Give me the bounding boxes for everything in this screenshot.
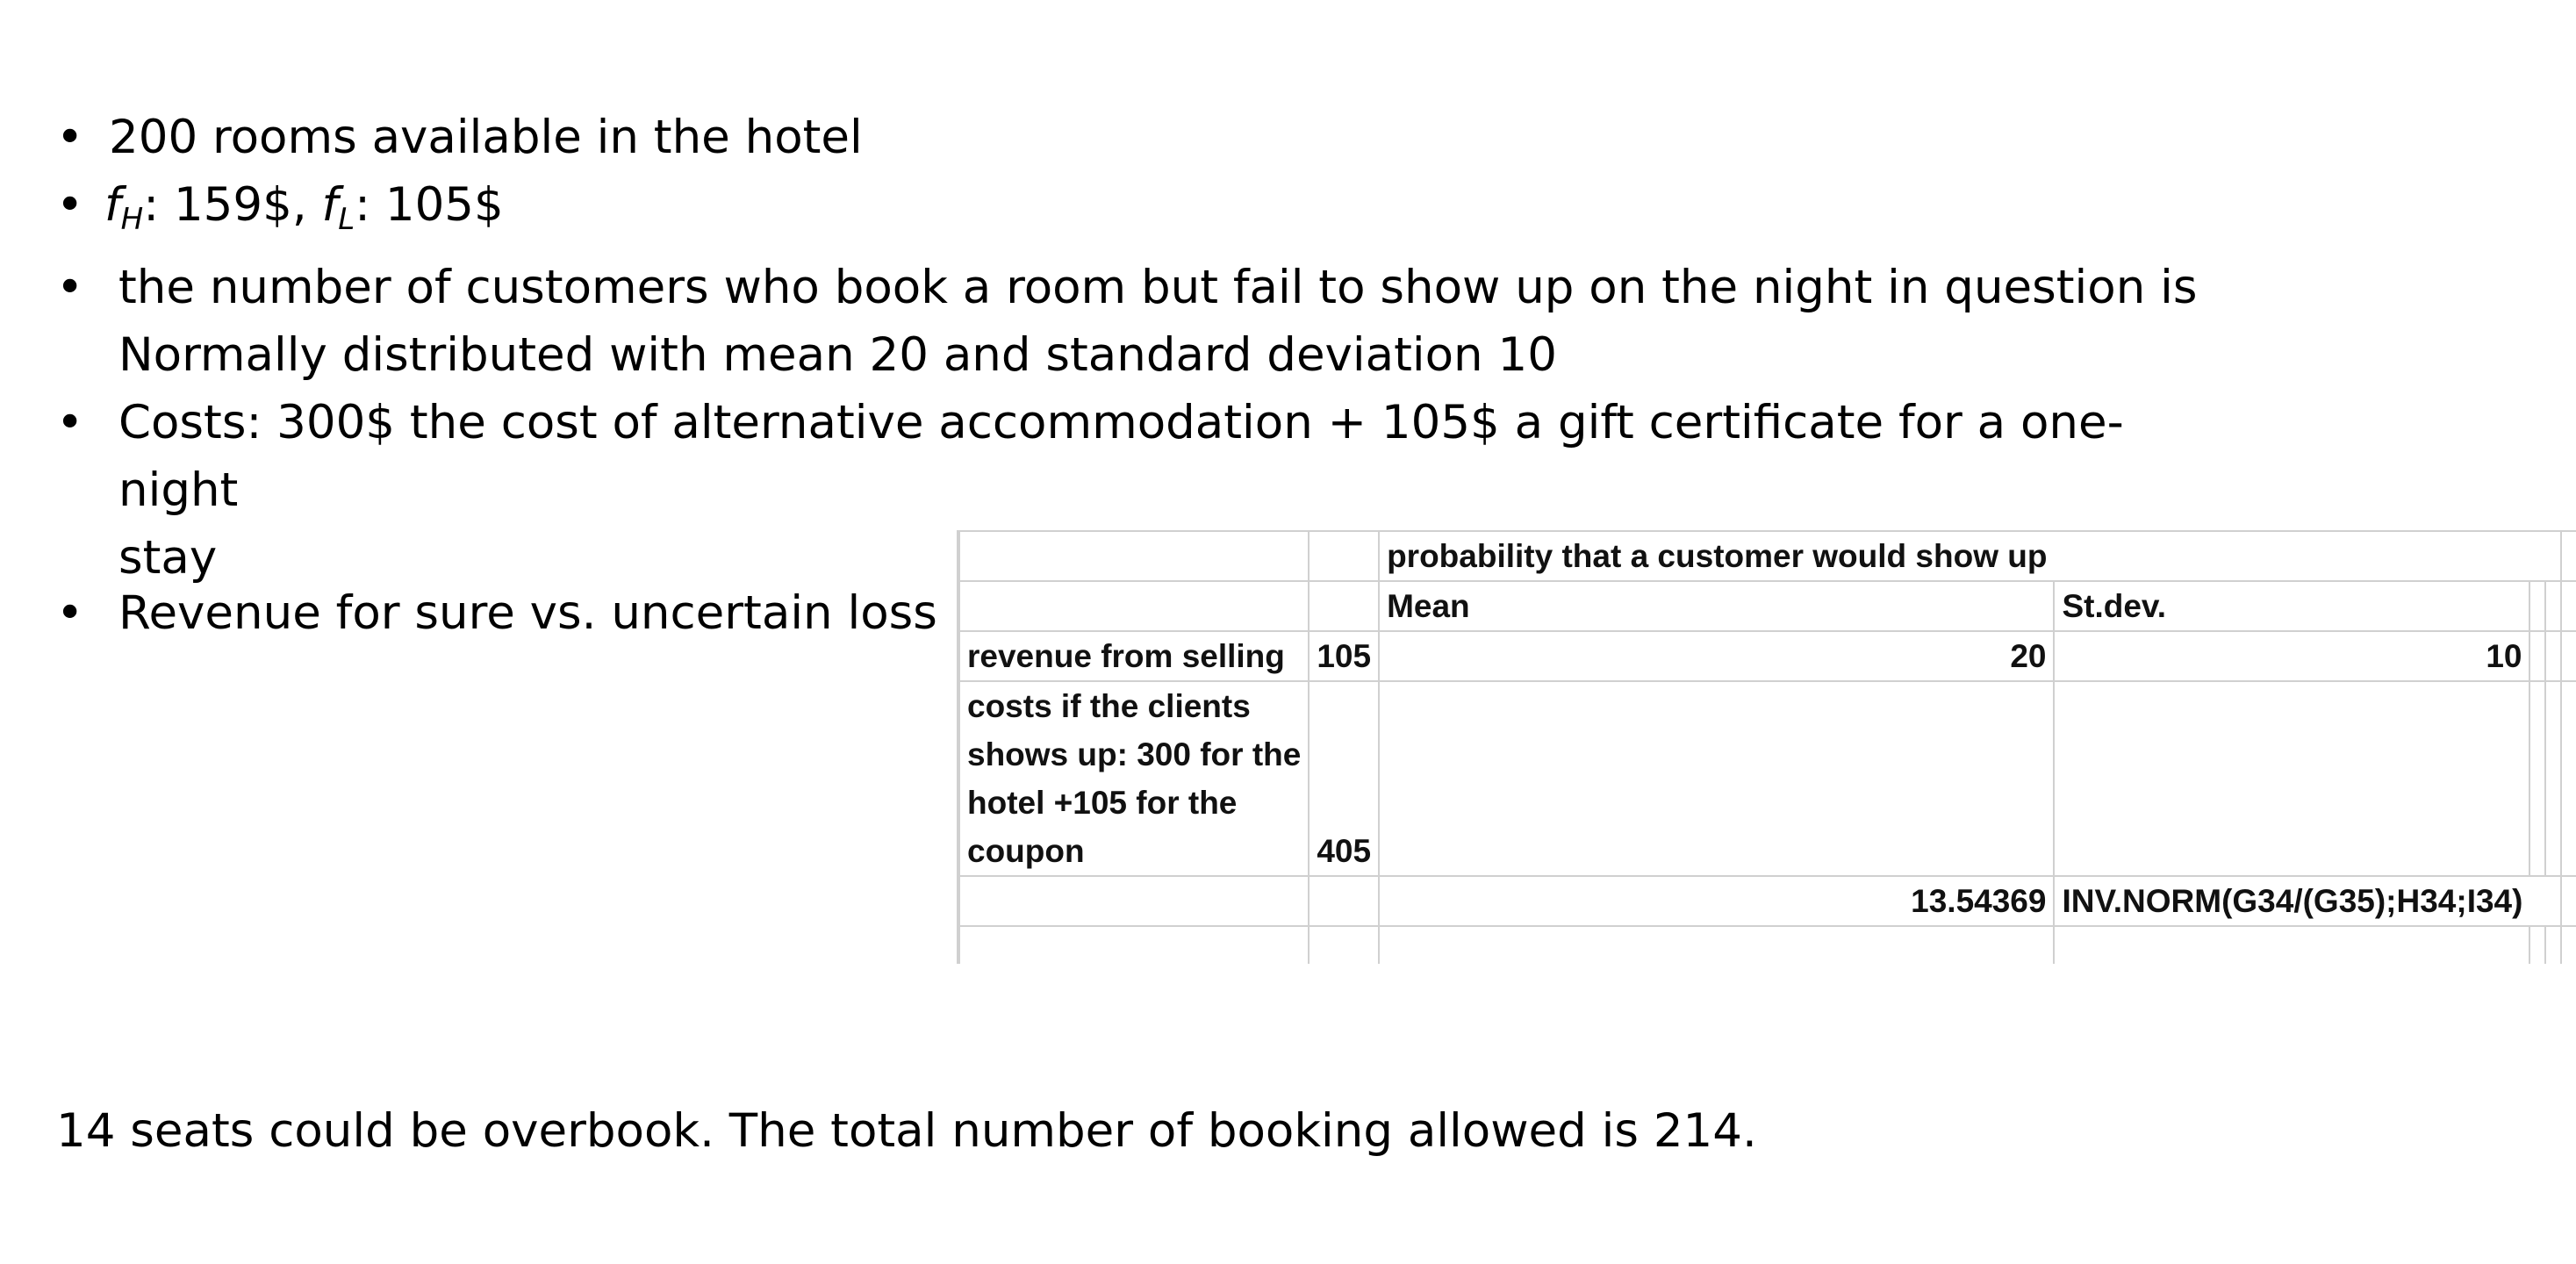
bullet-rooms	[56, 104, 2198, 171]
sheet-row-result	[958, 876, 2576, 926]
sheet-row-cost-3	[958, 779, 2576, 827]
sheet-cell	[1379, 926, 2054, 964]
sheet-cell	[2529, 581, 2545, 631]
fare-low-symbol: $f_L$	[321, 178, 355, 237]
stdev-value: 10	[2054, 631, 2529, 681]
costs-line-2: stay	[118, 531, 218, 585]
sheet-cell	[2545, 581, 2561, 631]
sheet-cell	[2054, 827, 2529, 876]
sheet-row-cost-2	[958, 730, 2576, 779]
bullet-glyph: •	[56, 261, 84, 314]
bullet-fares	[56, 171, 2198, 254]
rooms-text: 200 rooms available in the hotel	[109, 111, 863, 164]
sheet-cell	[2561, 876, 2576, 926]
result-value: 13.54369	[1379, 876, 2054, 926]
sheet-cell	[2561, 926, 2576, 964]
sheet-cell	[2529, 730, 2545, 779]
revenue-vs-loss-text: Revenue for sure vs. uncertain loss	[118, 586, 937, 640]
probability-header: probability that a customer would show up	[1379, 531, 2054, 581]
sheet-cell	[2545, 876, 2561, 926]
bullet-revenue-vs-loss	[56, 579, 937, 647]
sheet-cell	[1309, 531, 1379, 581]
revenue-value: 105	[1309, 631, 1379, 681]
no-show-line-1: the number of customers who book a room but fail to show up on the night in question is	[118, 261, 2198, 314]
sheet-cell	[2054, 730, 2529, 779]
sheet-cell	[2545, 681, 2561, 730]
sheet-cell	[959, 531, 1309, 581]
cost-label-line-4: coupon	[959, 827, 1309, 876]
sheet-cell	[2054, 926, 2529, 964]
sheet-cell	[2054, 681, 2529, 730]
sheet-cell	[2529, 876, 2545, 926]
cost-label-line-2: shows up: 300 for the	[959, 730, 1309, 779]
mean-value: 20	[1379, 631, 2054, 681]
sheet-cell	[2561, 779, 2576, 827]
fare-high-symbol: $f_H$	[104, 178, 144, 237]
sheet-cell	[2054, 779, 2529, 827]
sheet-cell	[2561, 581, 2576, 631]
sheet-cell	[959, 581, 1309, 631]
fares-text	[104, 171, 2198, 254]
sheet-cell	[2545, 631, 2561, 681]
bullet-glyph: •	[56, 396, 84, 449]
sheet-cell	[1309, 779, 1379, 827]
sheet-cell	[2529, 631, 2545, 681]
sheet-cell	[1309, 876, 1379, 926]
result-formula: INV.NORM(G34/(G35);H34;I34)	[2054, 876, 2529, 926]
sheet-cell	[2561, 730, 2576, 779]
conclusion-text: 14 seats could be overbook. The total number of booking allowed is 214.	[56, 1104, 1757, 1158]
cost-value: 405	[1309, 827, 1379, 876]
sheet-row-cost-1	[958, 681, 2576, 730]
sheet-cell	[2529, 531, 2545, 581]
bullet-glyph: •	[56, 586, 84, 640]
bullet-no-show	[56, 254, 2198, 389]
sheet-row-cost-4	[958, 827, 2576, 876]
bullet-glyph: •	[56, 111, 84, 164]
revenue-label: revenue from selling	[959, 631, 1309, 681]
bullet-list	[56, 104, 2198, 592]
sheet-cell	[959, 876, 1309, 926]
sheet-cell	[2529, 926, 2545, 964]
sheet-row-revenue	[958, 631, 2576, 681]
sheet-cell	[2054, 531, 2529, 581]
sheet-cell	[2545, 779, 2561, 827]
sheet-cell	[1379, 827, 2054, 876]
sheet-cell	[2529, 681, 2545, 730]
cost-label-line-1: costs if the clients	[959, 681, 1309, 730]
sheet-row-empty	[958, 926, 2576, 964]
bullet-glyph: •	[56, 178, 84, 232]
sheet-cell	[2561, 631, 2576, 681]
stdev-header: St.dev.	[2054, 581, 2529, 631]
sheet-cell	[2561, 827, 2576, 876]
sheet-row-header-1	[958, 531, 2576, 581]
no-show-line-2: Normally distributed with mean 20 and standard deviation 10	[118, 328, 1557, 382]
sheet-cell	[2545, 827, 2561, 876]
sheet-cell	[1379, 779, 2054, 827]
sheet-cell	[959, 926, 1309, 964]
sheet-cell	[1309, 730, 1379, 779]
sheet-cell	[1309, 681, 1379, 730]
sheet-cell	[2545, 531, 2561, 581]
fare-high-value: : 159$,	[143, 178, 322, 232]
sheet-cell	[1379, 730, 2054, 779]
cost-label-line-3: hotel +105 for the	[959, 779, 1309, 827]
mean-header: Mean	[1379, 581, 2054, 631]
sheet-cell	[2545, 926, 2561, 964]
sheet-cell	[2561, 531, 2576, 581]
sheet-cell	[2545, 730, 2561, 779]
sheet-cell	[2561, 681, 2576, 730]
sheet-cell	[1309, 926, 1379, 964]
sheet-row-header-2	[958, 581, 2576, 631]
costs-line-1: Costs: 300$ the cost of alternative accommodation + 105$ a gift certificate for a one-night	[118, 396, 2124, 517]
fare-low-value: : 105$	[355, 178, 504, 232]
sheet-cell	[1309, 581, 1379, 631]
spreadsheet-snippet	[957, 530, 2576, 964]
sheet-cell	[2529, 779, 2545, 827]
sheet-cell	[2529, 827, 2545, 876]
sheet-cell	[1379, 681, 2054, 730]
